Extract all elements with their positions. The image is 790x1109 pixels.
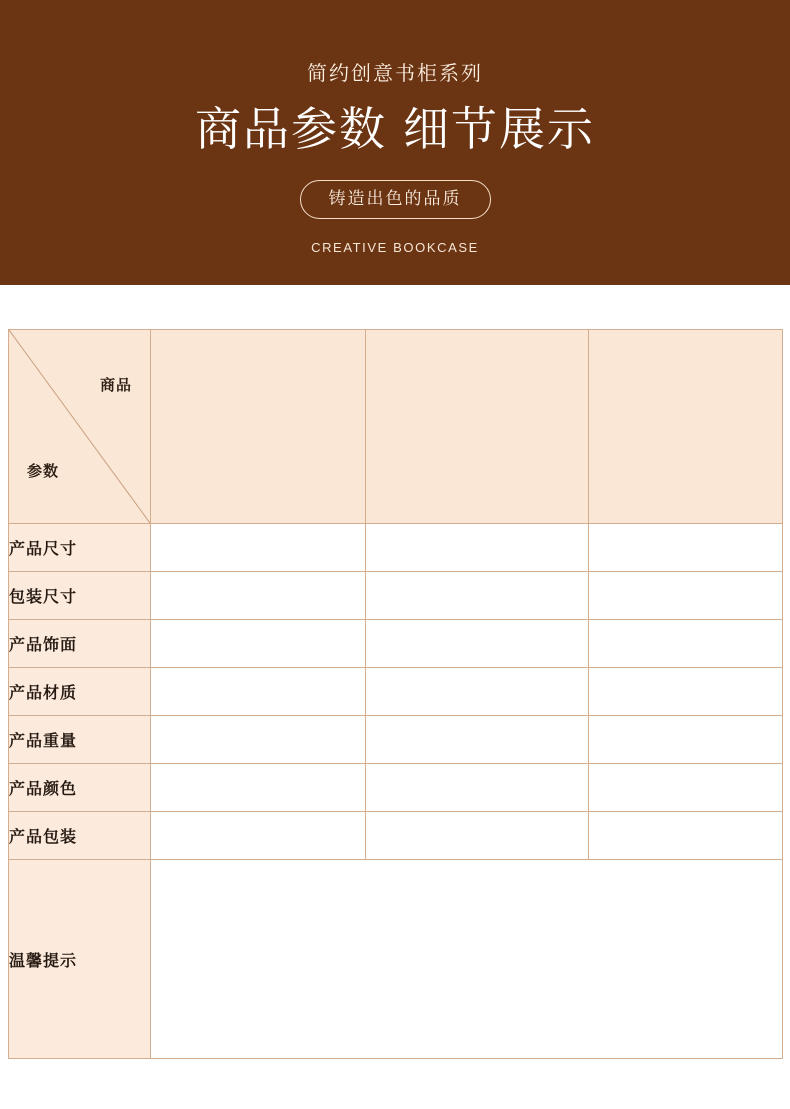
row-value-product-size-a bbox=[151, 524, 366, 572]
row-value-product-size-b bbox=[366, 524, 589, 572]
spec-table-container bbox=[0, 285, 790, 1059]
table-row bbox=[9, 764, 783, 812]
page-banner bbox=[0, 0, 790, 285]
header-parameter-label: 参数 bbox=[27, 463, 60, 480]
row-value-package-size-c bbox=[589, 572, 783, 620]
diagonal-divider-icon bbox=[9, 330, 150, 523]
row-value-product-finish-c bbox=[589, 620, 783, 668]
row-label-product-packaging: 产品包装 bbox=[9, 812, 151, 860]
row-label-product-finish: 产品饰面 bbox=[9, 620, 151, 668]
row-value-package-size-b bbox=[366, 572, 589, 620]
row-value-product-weight-b bbox=[366, 716, 589, 764]
row-value-product-material-a bbox=[151, 668, 366, 716]
header-product-label: 商品 bbox=[99, 377, 132, 394]
row-value-product-finish-b bbox=[366, 620, 589, 668]
row-value-product-color-a bbox=[151, 764, 366, 812]
table-row bbox=[9, 524, 783, 572]
banner-subtitle: 简约创意书柜系列 bbox=[307, 63, 483, 85]
banner-pill-badge: 铸造出色的品质 bbox=[300, 180, 491, 219]
table-row bbox=[9, 668, 783, 716]
row-label-product-size: 产品尺寸 bbox=[9, 524, 151, 572]
row-value-product-weight-c bbox=[589, 716, 783, 764]
row-value-package-size-a bbox=[151, 572, 366, 620]
row-label-friendly-tip: 温馨提示 bbox=[9, 860, 151, 1059]
row-value-product-packaging-a bbox=[151, 812, 366, 860]
spec-table bbox=[8, 329, 783, 1059]
row-label-package-size: 包装尺寸 bbox=[9, 572, 151, 620]
table-row bbox=[9, 716, 783, 764]
row-value-product-weight-a bbox=[151, 716, 366, 764]
banner-title bbox=[195, 103, 595, 155]
table-row bbox=[9, 572, 783, 620]
row-value-product-color-c bbox=[589, 764, 783, 812]
row-label-product-material: 产品材质 bbox=[9, 668, 151, 716]
header-diagonal-cell bbox=[9, 330, 151, 524]
row-label-product-weight: 产品重量 bbox=[9, 716, 151, 764]
row-value-friendly-tip bbox=[151, 860, 783, 1059]
header-column-a bbox=[151, 330, 366, 524]
row-value-product-packaging-c bbox=[589, 812, 783, 860]
row-value-product-color-b bbox=[366, 764, 589, 812]
table-row bbox=[9, 812, 783, 860]
banner-english-subtitle: CREATIVE BOOKCASE bbox=[311, 240, 479, 255]
row-value-product-finish-a bbox=[151, 620, 366, 668]
header-column-c bbox=[589, 330, 783, 524]
row-value-product-material-c bbox=[589, 668, 783, 716]
table-footer-row bbox=[9, 860, 783, 1059]
banner-title-main: 商品参数 bbox=[195, 103, 387, 155]
header-column-b bbox=[366, 330, 589, 524]
table-row bbox=[9, 620, 783, 668]
table-header-row bbox=[9, 330, 783, 524]
row-value-product-packaging-b bbox=[366, 812, 589, 860]
row-value-product-size-c bbox=[589, 524, 783, 572]
row-label-product-color: 产品颜色 bbox=[9, 764, 151, 812]
row-value-product-material-b bbox=[366, 668, 589, 716]
banner-title-second: 细节展示 bbox=[403, 103, 595, 155]
